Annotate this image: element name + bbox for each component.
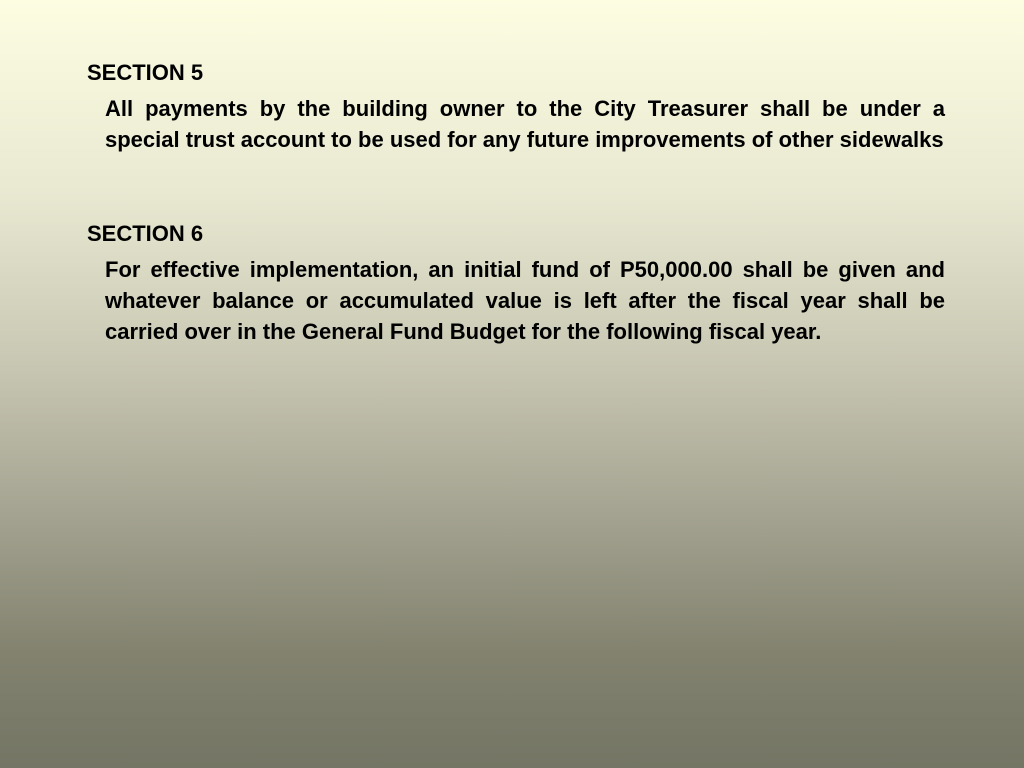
section-6-heading: SECTION 6	[87, 221, 204, 246]
section-5-body: All payments by the building owner to the City Treasurer shall be under a special trust account to be used for any future improvements of other sidewalks	[105, 96, 945, 152]
section-5	[87, 58, 945, 155]
section-6	[87, 219, 945, 347]
section-5-heading: SECTION 5	[87, 60, 204, 85]
section-6-body: For effective implementation, an initial fund of P50,000.00 shall be given and whatever balance or accumulated value is left after the fiscal year shall be carried over in the General Fund Budget for the following fiscal year.	[105, 257, 945, 344]
